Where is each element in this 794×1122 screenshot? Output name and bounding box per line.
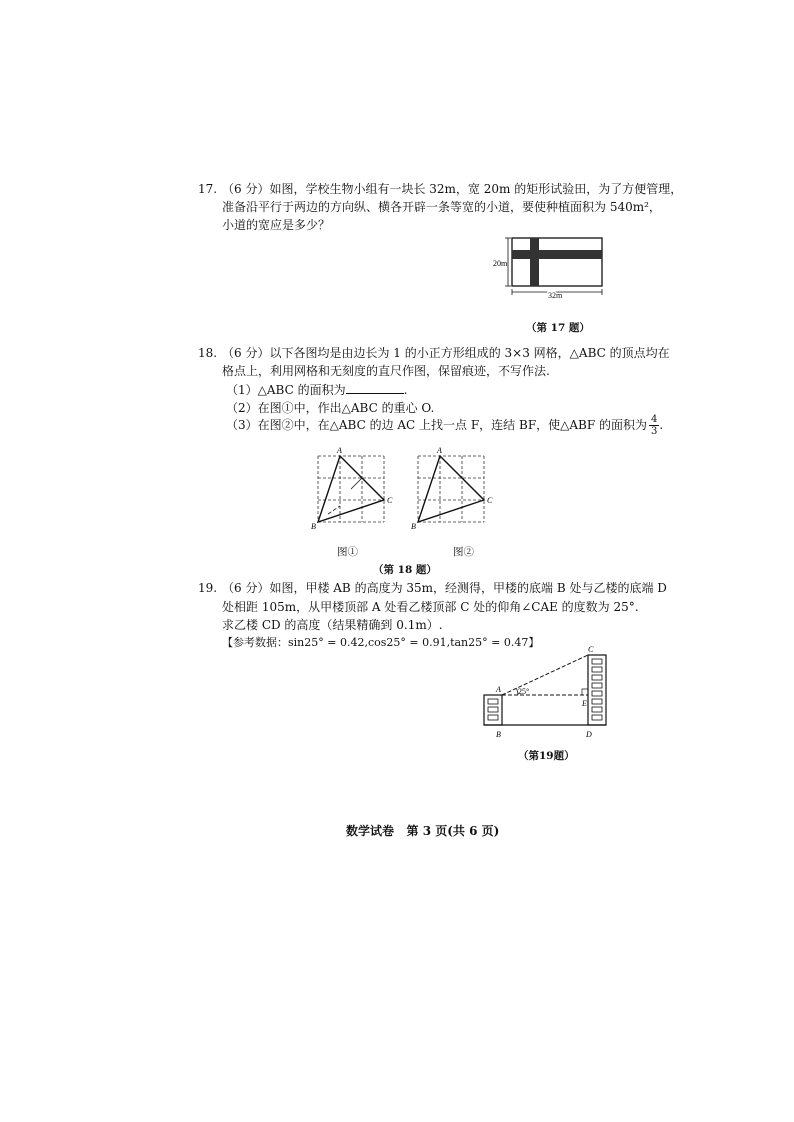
q18-grid-figure-1	[308, 446, 404, 532]
q19-line3: 求乙楼 CD 的高度（结果精确到 0.1m）.	[222, 618, 443, 632]
q17-line1: （6 分）如图，学校生物小组有一块长 32m，宽 20m 的矩形试验田，为了方便管理，	[222, 182, 683, 196]
q18-part3: （3）在图②中，在△ABC 的边 AC 上找一点 F，连结 BF，使△ABF 的面积为 $\frac{4}{3}$ .	[226, 414, 664, 437]
label-c: C	[588, 645, 594, 654]
label-d: D	[586, 730, 592, 739]
q17-line3: 小道的宽应是多少？	[222, 218, 331, 232]
height-label: 20m	[493, 259, 508, 268]
q18-figure-1-caption: 图①	[337, 546, 358, 558]
q18-part2: （2）在图①中，作出△ABC 的重心 O.	[226, 401, 435, 415]
vertex-c: C	[387, 496, 393, 505]
page-footer: 数学试卷 第 3 页(共 6 页)	[346, 824, 500, 838]
q18-part1: （1）△ABC 的面积为 .	[226, 383, 408, 397]
label-e: E	[582, 699, 587, 708]
building-ab	[484, 695, 502, 725]
q19-line1: （6 分）如图，甲楼 AB 的高度为 35m，经测得，甲楼的底端 B 处与乙楼的底端 D	[222, 581, 667, 595]
vertex-c: C	[487, 496, 493, 505]
vertex-b: B	[411, 522, 416, 531]
q18-line1: （6 分）以下各图均是由边长为 1 的小正方形组成的 3×3 网格，△ABC 的顶点均在	[222, 346, 670, 360]
vertex-a: A	[337, 446, 342, 455]
q19-caption: （第19题）	[518, 750, 575, 762]
q19-buildings-figure	[478, 640, 618, 740]
label-a: A	[496, 685, 501, 694]
q17-caption: （第 17 题）	[526, 322, 590, 334]
label-b: B	[496, 730, 501, 739]
q18-caption: （第 18 题）	[373, 564, 437, 576]
angle-label: 25°	[518, 687, 530, 696]
q19-line2: 处相距 105m，从甲楼顶部 A 处看乙楼顶部 C 处的仰角∠CAE 的度数为 25°.	[222, 600, 639, 614]
q17-field-figure	[492, 232, 612, 304]
q18-line2: 格点上，利用网格和无刻度的直尺作图，保留痕迹，不写作法.	[222, 364, 550, 378]
fraction-four-thirds: $\frac{4}{3}$	[651, 414, 658, 437]
q18-grid-figure-2	[408, 446, 504, 532]
horizontal-path	[512, 250, 602, 259]
width-label: 32m	[548, 291, 563, 300]
answer-blank	[346, 381, 404, 394]
q19-reference-data: 【参考数据：sin25° = 0.42,cos25° = 0.91,tan25° = 0.47】	[222, 636, 540, 649]
q17-number: 17.	[198, 182, 218, 196]
building-cd	[588, 655, 606, 725]
vertical-path	[530, 238, 539, 286]
q18-figure-2-caption: 图②	[453, 546, 474, 558]
vertex-b: B	[311, 522, 316, 531]
q18-part1-text: （1）△ABC 的面积为	[226, 383, 346, 397]
q17-line2: 准备沿平行于两边的方向纵、横各开辟一条等宽的小道，要使种植面积为 540m²，	[222, 200, 661, 214]
q18-number: 18.	[198, 346, 218, 360]
q19-number: 19.	[198, 581, 218, 595]
field-rectangle	[512, 238, 602, 286]
vertex-a: A	[437, 446, 442, 455]
triangle-abc	[418, 456, 484, 522]
